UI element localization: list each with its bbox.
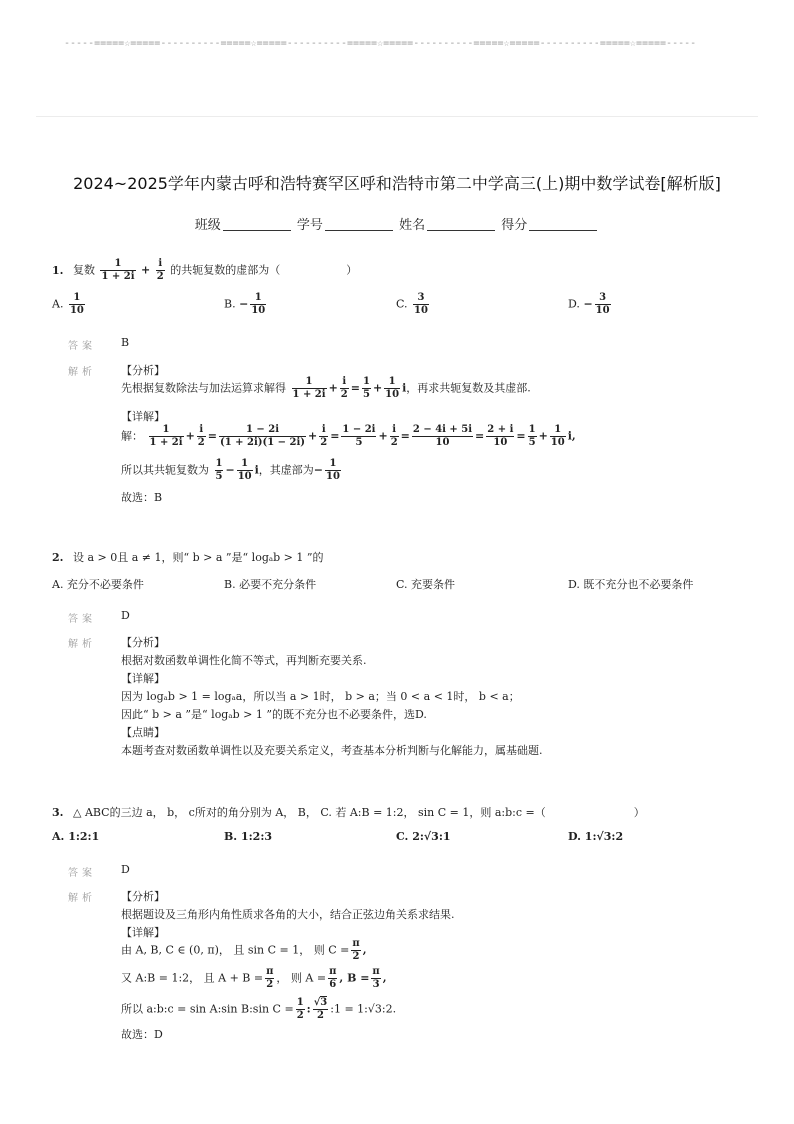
analysis-label: 解析 bbox=[68, 639, 96, 650]
option-d: D. − $\frac{3}{10}$ bbox=[568, 292, 610, 316]
field-class-blank bbox=[223, 217, 291, 231]
field-score-blank bbox=[529, 217, 597, 231]
answer-value: B bbox=[121, 336, 130, 349]
question-text: 设 a > 0且 a ≠ 1，则“ b > a ”是“ logₐb > 1 ”的 bbox=[72, 551, 324, 564]
detail-heading: 【详解】 bbox=[121, 926, 165, 939]
detail-line-1: 因为 logₐb > 1 = logₐa，所以当 a > 1时， b > a；当 0 < a < 1时， b < a； bbox=[121, 690, 520, 703]
answer-label: 答案 bbox=[68, 614, 96, 625]
option-c: C. $\frac{3}{10}$ bbox=[396, 292, 428, 316]
field-score-label: 得分 bbox=[501, 218, 528, 233]
option-a: A. 1:2:1 bbox=[52, 830, 100, 843]
student-info-line bbox=[0, 214, 794, 233]
fenxi-heading: 【分析】 bbox=[121, 636, 165, 649]
question-text: △ ABC的三边 a， b， c所对的角分别为 A， B， C. 若 A:B = 1:2， sin C = 1，则 a:b:c =（ ） bbox=[72, 806, 645, 819]
question-3 bbox=[52, 804, 645, 820]
option-a: A. 充分不必要条件 bbox=[52, 578, 144, 591]
dianjing-heading: 【点睛】 bbox=[121, 726, 165, 739]
conjugate-line: 所以其共轭复数为 $\frac{1}{5}$ − $\frac{1}{10}$ i，其虚部为− $\frac{1}{10}$ bbox=[121, 458, 340, 482]
detail-heading: 【详解】 bbox=[121, 410, 165, 423]
field-name-blank bbox=[427, 217, 495, 231]
question-1: 1. 复数 $\frac{1}{1 + 2i}$ + $\frac{i}{2}$ 的共轭复数的虚部为（ ） bbox=[52, 258, 358, 282]
question-number: 2. bbox=[52, 551, 64, 564]
field-class-label: 班级 bbox=[194, 218, 221, 233]
option-c: C. 充要条件 bbox=[396, 578, 456, 591]
header-decoration: -----=====☆=====----------=====☆=====----------=====☆=====----------=====☆=====----------=====☆=====----- bbox=[64, 38, 697, 49]
question-text-suffix: 的共轭复数的虚部为（ ） bbox=[170, 263, 358, 277]
field-id-blank bbox=[325, 217, 393, 231]
detail-line-3: 所以 a:b:c = sin A:sin B:sin C = $\frac{1}{2}$ : $\frac{√3}{2}$ :1 = 1:√3:2. bbox=[121, 997, 397, 1021]
field-name-label: 姓名 bbox=[399, 218, 426, 233]
option-d: D. 既不充分也不必要条件 bbox=[568, 578, 694, 591]
fenxi-heading: 【分析】 bbox=[121, 364, 165, 377]
option-c: C. 2:√3:1 bbox=[396, 830, 451, 843]
solution-equation: 解： $\frac{1}{1 + 2i}$ + $\frac{i}{2}$ = $\frac{1 - 2i}{(1 + 2i)(1 - 2i)}$ + $\frac{i}{2}$ = $\frac{1 - 2i}{5}$ + $\frac{i}{2}$ = $\frac{2 - 4i + 5i}{10}$ = $\frac{2 + i}{10}$ = $\frac{1}{5}$ + $\frac{1}{10}$ i, bbox=[121, 424, 576, 448]
conclusion: 故选：D bbox=[121, 1028, 163, 1041]
option-b: B. 必要不充分条件 bbox=[224, 578, 317, 591]
question-2 bbox=[52, 549, 323, 565]
page-title: 2024~2025学年内蒙古呼和浩特赛罕区呼和浩特市第二中学高三(上)期中数学试卷[解析版] bbox=[73, 174, 721, 193]
field-id-label: 学号 bbox=[296, 218, 323, 233]
detail-line-1: 由 A, B, C ∈ (0, π)， 且 sin C = 1， 则 C = $\frac{\pi}{2}$ , bbox=[121, 938, 367, 962]
answer-value: D bbox=[121, 863, 130, 876]
analysis-label: 解析 bbox=[68, 367, 96, 378]
answer-value: D bbox=[121, 609, 130, 622]
dianjing-text: 本题考查对数函数单调性以及充要关系定义，考查基本分析判断与化解能力，属基础题. bbox=[121, 744, 543, 757]
option-a: A. $\frac{1}{10}$ bbox=[52, 292, 84, 316]
conclusion: 故选：B bbox=[121, 491, 163, 504]
detail-line-2: 因此“ b > a ”是“ logₐb > 1 ”的既不充分也不必要条件，选D. bbox=[121, 708, 427, 721]
divider bbox=[36, 116, 758, 117]
question-text-prefix: 复数 bbox=[72, 263, 95, 277]
fraction: $\frac{1}{1 + 2i}$ bbox=[101, 258, 135, 282]
question-number: 3. bbox=[52, 806, 64, 819]
fenxi-heading: 【分析】 bbox=[121, 890, 165, 903]
fenxi-text: 根据对数函数单调性化简不等式，再判断充要关系. bbox=[121, 654, 367, 667]
fenxi-text: 先根据复数除法与加法运算求解得 $\frac{1}{1 + 2i}$ + $\frac{i}{2}$ = $\frac{1}{5}$ + $\frac{1}{10}$ i，再求共轭复数及其虚部. bbox=[121, 376, 531, 400]
fenxi-text: 根据题设及三角形内角性质求各角的大小，结合正弦边角关系求结果. bbox=[121, 908, 455, 921]
answer-label: 答案 bbox=[68, 868, 96, 879]
answer-label: 答案 bbox=[68, 341, 96, 352]
detail-line-2: 又 A:B = 1:2， 且 A + B = $\frac{\pi}{2}$ ， 则 A = $\frac{\pi}{6}$ , B = $\frac{\pi}{3}$ , bbox=[121, 966, 387, 990]
option-d: D. 1:√3:2 bbox=[568, 830, 624, 843]
fraction: $\frac{i}{2}$ bbox=[156, 258, 164, 282]
analysis-label: 解析 bbox=[68, 893, 96, 904]
option-b: B. − $\frac{1}{10}$ bbox=[224, 292, 266, 316]
question-number: 1. bbox=[52, 263, 64, 277]
detail-heading: 【详解】 bbox=[121, 672, 165, 685]
option-b: B. 1:2:3 bbox=[224, 830, 273, 843]
